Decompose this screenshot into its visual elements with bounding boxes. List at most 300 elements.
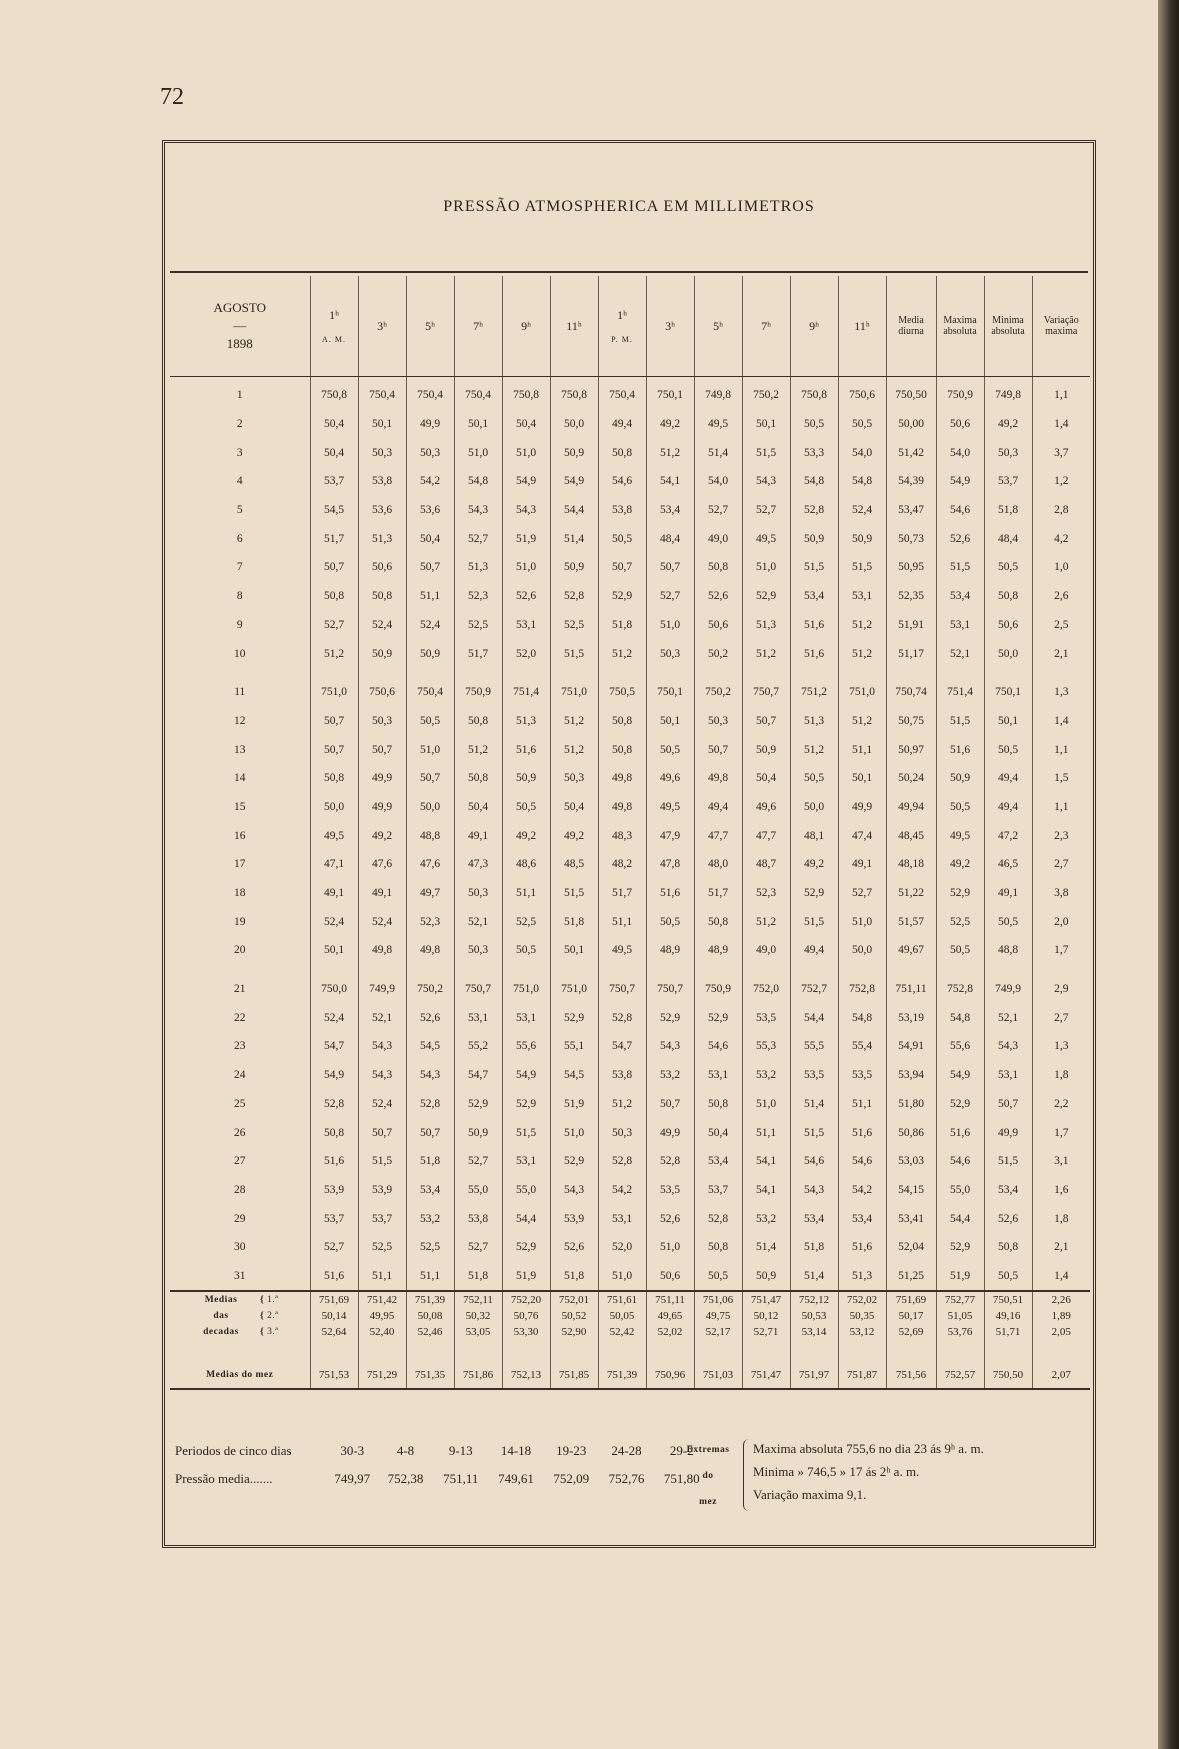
value-cell: 750,4	[358, 377, 406, 410]
value-cell: 52,9	[454, 1090, 502, 1119]
value-cell: 52,9	[790, 879, 838, 908]
value-cell: 53,7	[984, 467, 1032, 496]
header-hour: 5ʰ	[406, 276, 454, 377]
value-cell: 50,4	[310, 438, 358, 467]
value-cell: 53,8	[598, 496, 646, 525]
value-cell: 50,5	[984, 553, 1032, 582]
decade-value: 53,30	[502, 1324, 550, 1340]
value-cell: 52,5	[550, 611, 598, 640]
value-cell: 751,4	[502, 678, 550, 707]
decade-value: 752,11	[454, 1291, 502, 1308]
value-cell: 50,5	[984, 907, 1032, 936]
value-cell: 53,1	[694, 1061, 742, 1090]
value-cell: 52,1	[358, 1003, 406, 1032]
value-cell: 50,8	[694, 553, 742, 582]
gap-cell	[984, 668, 1032, 678]
value-cell: 53,5	[790, 1061, 838, 1090]
month-mean-value: 750,96	[646, 1362, 694, 1389]
decade-mean-row	[170, 1324, 1090, 1340]
pressure-value: 752,38	[387, 1471, 424, 1486]
table-row	[170, 1233, 1090, 1262]
value-cell: 50,8	[694, 907, 742, 936]
value-cell: 53,7	[310, 467, 358, 496]
value-cell: 51,80	[886, 1090, 936, 1119]
value-cell: 54,3	[550, 1176, 598, 1205]
value-cell: 48,5	[550, 850, 598, 879]
decade-value: 751,69	[310, 1291, 358, 1308]
gap-cell	[358, 668, 406, 678]
value-cell: 53,19	[886, 1003, 936, 1032]
value-cell: 47,6	[406, 850, 454, 879]
value-cell: 1,0	[1054, 561, 1069, 574]
day-cell: 9	[170, 611, 310, 640]
value-cell: 47,3	[454, 850, 502, 879]
month-mean-value: 751,56	[886, 1362, 936, 1389]
value-cell: 52,35	[886, 582, 936, 611]
value-cell: 752,8	[838, 975, 886, 1004]
value-cell: 50,6	[984, 611, 1032, 640]
pressure-value: 751,80	[663, 1471, 700, 1486]
gap-cell	[1032, 668, 1090, 678]
value-cell: 51,2	[550, 735, 598, 764]
value-cell: 50,8	[310, 582, 358, 611]
gap-cell	[936, 668, 984, 678]
value-cell: 53,4	[406, 1176, 454, 1205]
value-cell: 51,1	[742, 1118, 790, 1147]
decade-value: 50,53	[790, 1308, 838, 1324]
value-cell: 50,8	[694, 1233, 742, 1262]
header-hour: 5ʰ	[694, 276, 742, 377]
gap-cell	[310, 965, 358, 975]
value-cell: 54,6	[598, 467, 646, 496]
value-cell: 51,5	[838, 553, 886, 582]
value-cell: 50,5	[936, 793, 984, 822]
header-month-year	[170, 276, 310, 377]
extremes-brace	[743, 1439, 750, 1511]
value-cell: 53,4	[790, 1204, 838, 1233]
gap-cell	[936, 1340, 984, 1362]
value-cell: 49,67	[886, 936, 936, 965]
value-cell: 51,0	[646, 1233, 694, 1262]
value-cell: 49,5	[742, 524, 790, 553]
value-cell: 54,0	[936, 438, 984, 467]
value-cell: 52,5	[454, 611, 502, 640]
day-cell: 19	[170, 907, 310, 936]
value-cell: 54,6	[936, 1147, 984, 1176]
value-cell: 52,7	[742, 496, 790, 525]
day-cell: 23	[170, 1032, 310, 1061]
value-cell: 50,9	[790, 524, 838, 553]
value-cell: 50,0	[310, 793, 358, 822]
value-cell: 49,8	[406, 936, 454, 965]
value-cell: 54,0	[838, 438, 886, 467]
value-cell: 50,3	[358, 438, 406, 467]
value-cell: 52,0	[502, 639, 550, 668]
value-cell: 54,6	[694, 1032, 742, 1061]
decade-value: 52,40	[358, 1324, 406, 1340]
gap-cell	[886, 965, 936, 975]
value-cell: 50,9	[454, 1118, 502, 1147]
value-cell: 51,5	[790, 907, 838, 936]
gap-cell	[550, 965, 598, 975]
value-cell: 54,8	[454, 467, 502, 496]
value-cell: 47,8	[646, 850, 694, 879]
value-cell: 54,2	[838, 1176, 886, 1205]
decade-value: 52,42	[598, 1324, 646, 1340]
day-cell: 21	[170, 975, 310, 1004]
footer	[175, 1443, 1085, 1543]
value-cell: 53,8	[454, 1204, 502, 1233]
value-cell: 3,7	[1054, 446, 1069, 459]
decade-value: 50,05	[598, 1308, 646, 1324]
value-cell: 47,4	[838, 821, 886, 850]
table-row	[170, 467, 1090, 496]
value-cell: 50,5	[502, 793, 550, 822]
value-cell: 55,4	[838, 1032, 886, 1061]
value-cell: 51,5	[936, 553, 984, 582]
decade-value: 752,02	[838, 1291, 886, 1308]
value-cell: 750,4	[406, 678, 454, 707]
value-cell: 52,8	[550, 582, 598, 611]
value-cell: 49,5	[598, 936, 646, 965]
day-cell: 4	[170, 467, 310, 496]
value-cell: 50,1	[646, 707, 694, 736]
decade-value: 52,69	[886, 1324, 936, 1340]
value-cell: 51,5	[550, 879, 598, 908]
value-cell: 53,4	[936, 582, 984, 611]
value-cell: 750,74	[886, 678, 936, 707]
value-cell: 49,2	[936, 850, 984, 879]
table-row	[170, 678, 1090, 707]
value-cell: 48,4	[984, 524, 1032, 553]
value-cell: 50,5	[406, 707, 454, 736]
table-row	[170, 524, 1090, 553]
value-cell: 50,3	[694, 707, 742, 736]
gap-cell	[984, 1340, 1032, 1362]
decade-value: 751,11	[646, 1291, 694, 1308]
decade-ordinal: 1.ª	[267, 1295, 279, 1306]
value-cell: 50,4	[310, 410, 358, 439]
value-cell: 54,2	[406, 467, 454, 496]
value-cell: 51,0	[550, 1118, 598, 1147]
value-cell: 2,1	[1054, 1241, 1069, 1254]
day-cell: 28	[170, 1176, 310, 1205]
value-cell: 750,4	[598, 377, 646, 410]
value-cell: 52,7	[838, 879, 886, 908]
decade-mean-row	[170, 1291, 1090, 1308]
table-row	[170, 907, 1090, 936]
day-cell: 22	[170, 1003, 310, 1032]
value-cell: 749,9	[358, 975, 406, 1004]
gap-cell	[790, 668, 838, 678]
value-cell: 50,9	[358, 639, 406, 668]
value-cell: 49,9	[358, 764, 406, 793]
value-cell: 50,7	[310, 553, 358, 582]
value-cell: 49,5	[936, 821, 984, 850]
value-cell: 50,7	[406, 764, 454, 793]
value-cell: 52,6	[406, 1003, 454, 1032]
value-cell: 1,1	[1054, 743, 1069, 756]
value-cell: 751,0	[550, 975, 598, 1004]
value-cell: 52,9	[742, 582, 790, 611]
value-cell: 54,1	[742, 1176, 790, 1205]
value-cell: 53,6	[406, 496, 454, 525]
header-minima: Minima absoluta	[984, 276, 1032, 377]
gap-cell	[406, 668, 454, 678]
gap-cell	[310, 668, 358, 678]
value-cell: 50,3	[454, 936, 502, 965]
value-cell: 51,4	[790, 1262, 838, 1292]
value-cell: 2,8	[1054, 504, 1069, 517]
value-cell: 55,6	[502, 1032, 550, 1061]
gap-cell	[170, 668, 310, 678]
value-cell: 53,1	[502, 611, 550, 640]
value-cell: 52,4	[310, 1003, 358, 1032]
table-row	[170, 438, 1090, 467]
value-cell: 52,7	[694, 496, 742, 525]
value-cell: 49,4	[984, 764, 1032, 793]
gap-cell	[454, 1340, 502, 1362]
book-spine	[1158, 0, 1179, 1749]
day-cell: 8	[170, 582, 310, 611]
decade-value: 751,61	[598, 1291, 646, 1308]
value-cell: 51,0	[454, 438, 502, 467]
value-cell: 49,0	[694, 524, 742, 553]
value-cell: 51,5	[550, 639, 598, 668]
value-cell: 50,8	[454, 707, 502, 736]
value-cell: 750,1	[646, 377, 694, 410]
decade-value: 752,77	[936, 1291, 984, 1308]
value-cell: 52,6	[694, 582, 742, 611]
gap-cell	[502, 965, 550, 975]
value-cell: 51,9	[502, 524, 550, 553]
gap-cell	[454, 965, 502, 975]
pressure-row	[175, 1471, 708, 1487]
value-cell: 52,5	[358, 1233, 406, 1262]
value-cell: 54,9	[502, 467, 550, 496]
value-cell: 53,2	[742, 1204, 790, 1233]
value-cell: 54,4	[790, 1003, 838, 1032]
value-cell: 750,5	[598, 678, 646, 707]
day-cell: 10	[170, 639, 310, 668]
value-cell: 50,8	[984, 1233, 1032, 1262]
value-cell: 1,7	[1054, 1126, 1069, 1139]
value-cell: 50,0	[790, 793, 838, 822]
value-cell: 49,9	[984, 1118, 1032, 1147]
value-cell: 52,1	[984, 1003, 1032, 1032]
table-row	[170, 377, 1090, 410]
value-cell: 752,8	[936, 975, 984, 1004]
value-cell: 750,6	[838, 377, 886, 410]
value-cell: 48,1	[790, 821, 838, 850]
value-cell: 51,1	[838, 1090, 886, 1119]
value-cell: 50,3	[646, 639, 694, 668]
table-row	[170, 410, 1090, 439]
value-cell: 51,2	[742, 907, 790, 936]
gap-cell	[886, 1340, 936, 1362]
value-cell: 52,4	[358, 907, 406, 936]
day-cell: 24	[170, 1061, 310, 1090]
decade-value: 52,64	[310, 1324, 358, 1340]
value-cell: 52,8	[646, 1147, 694, 1176]
value-cell: 50,2	[694, 639, 742, 668]
decade-value: 751,06	[694, 1291, 742, 1308]
decade-value: 751,47	[742, 1291, 790, 1308]
table-frame	[162, 140, 1096, 1548]
value-cell: 54,2	[598, 1176, 646, 1205]
gap-cell	[598, 965, 646, 975]
value-cell: 50,5	[984, 1262, 1032, 1292]
value-cell: 55,1	[550, 1032, 598, 1061]
decade-value: 50,52	[550, 1308, 598, 1324]
value-cell: 51,7	[454, 639, 502, 668]
table-row	[170, 1090, 1090, 1119]
value-cell: 50,6	[646, 1262, 694, 1292]
gap-cell	[838, 1340, 886, 1362]
value-cell: 49,2	[502, 821, 550, 850]
gap-cell	[838, 965, 886, 975]
value-cell: 2,3	[1054, 829, 1069, 842]
value-cell: 2,2	[1054, 1097, 1069, 1110]
value-cell: 750,8	[502, 377, 550, 410]
table-row	[170, 850, 1090, 879]
gap-cell	[936, 965, 984, 975]
month-mean-value: 752,57	[936, 1362, 984, 1389]
value-cell: 54,39	[886, 467, 936, 496]
value-cell: 51,0	[646, 611, 694, 640]
value-cell: 52,7	[310, 611, 358, 640]
value-cell: 50,8	[358, 582, 406, 611]
month-mean-value: 752,13	[502, 1362, 550, 1389]
header-maxima: Maxima absoluta	[936, 276, 984, 377]
value-cell: 50,5	[984, 735, 1032, 764]
period-value: 24-28	[611, 1443, 642, 1458]
value-cell: 1,1	[1054, 800, 1069, 813]
table-row	[170, 793, 1090, 822]
table-row	[170, 553, 1090, 582]
extreme-min: Minima » 746,5 » 17 ás 2ʰ a. m.	[753, 1464, 920, 1479]
value-cell: 52,7	[454, 524, 502, 553]
value-cell: 1,3	[1054, 1040, 1069, 1053]
value-cell: 51,5	[936, 707, 984, 736]
value-cell: 1,7	[1054, 944, 1069, 957]
value-cell: 51,2	[838, 611, 886, 640]
value-cell: 49,7	[406, 879, 454, 908]
value-cell: 48,8	[406, 821, 454, 850]
value-cell: 1,8	[1054, 1069, 1069, 1082]
value-cell: 51,8	[550, 907, 598, 936]
value-cell: 52,6	[502, 582, 550, 611]
value-cell: 52,5	[502, 907, 550, 936]
value-cell: 51,8	[984, 496, 1032, 525]
value-cell: 51,5	[358, 1147, 406, 1176]
value-cell: 51,6	[790, 611, 838, 640]
value-cell: 54,4	[502, 1204, 550, 1233]
period-value: 14-18	[500, 1443, 532, 1458]
gap-cell	[502, 668, 550, 678]
value-cell: 50,5	[694, 1262, 742, 1292]
value-cell: 53,7	[358, 1204, 406, 1233]
value-cell: 51,7	[598, 879, 646, 908]
value-cell: 751,0	[502, 975, 550, 1004]
value-cell: 50,3	[598, 1118, 646, 1147]
value-cell: 48,3	[598, 821, 646, 850]
value-cell: 49,8	[358, 936, 406, 965]
month-mean-value: 751,53	[310, 1362, 358, 1389]
value-cell: 49,2	[646, 410, 694, 439]
value-cell: 50,1	[838, 764, 886, 793]
value-cell: 51,6	[936, 1118, 984, 1147]
header-row	[170, 276, 1090, 377]
value-cell: 49,4	[984, 793, 1032, 822]
gap-cell	[646, 668, 694, 678]
value-cell: 51,1	[598, 907, 646, 936]
value-cell: 53,8	[358, 467, 406, 496]
periods-label: Periodos de cinco dias	[175, 1443, 292, 1458]
month-mean-value: 751,87	[838, 1362, 886, 1389]
decade-gap	[170, 965, 1090, 975]
value-cell: 50,4	[502, 410, 550, 439]
value-cell: 50,7	[742, 707, 790, 736]
value-cell: 54,3	[358, 1032, 406, 1061]
value-cell: 54,7	[598, 1032, 646, 1061]
month-mean-value: 751,85	[550, 1362, 598, 1389]
table-row	[170, 582, 1090, 611]
value-cell: 52,8	[406, 1090, 454, 1119]
value-cell: 750,7	[646, 975, 694, 1004]
value-cell: 51,6	[310, 1262, 358, 1292]
value-cell: 52,4	[406, 611, 454, 640]
value-cell: 54,3	[406, 1061, 454, 1090]
value-cell: 2,0	[1054, 915, 1069, 928]
gap-cell	[406, 965, 454, 975]
value-cell: 51,3	[790, 707, 838, 736]
month-mean-value: 751,39	[598, 1362, 646, 1389]
value-cell: 54,0	[694, 467, 742, 496]
day-cell: 17	[170, 850, 310, 879]
value-cell: 52,6	[550, 1233, 598, 1262]
table-row	[170, 975, 1090, 1004]
table-row	[170, 764, 1090, 793]
value-cell: 53,7	[694, 1176, 742, 1205]
value-cell: 751,2	[790, 678, 838, 707]
period-value: 4-8	[396, 1443, 415, 1458]
value-cell: 51,6	[646, 879, 694, 908]
value-cell: 50,3	[550, 764, 598, 793]
value-cell: 750,50	[886, 377, 936, 410]
value-cell: 50,7	[358, 1118, 406, 1147]
value-cell: 50,6	[936, 410, 984, 439]
value-cell: 54,5	[310, 496, 358, 525]
value-cell: 751,0	[310, 678, 358, 707]
table-row	[170, 1003, 1090, 1032]
value-cell: 50,8	[984, 582, 1032, 611]
value-cell: 2,1	[1054, 647, 1069, 660]
decade-value: 51,71	[984, 1324, 1032, 1340]
value-cell: 1,2	[1054, 475, 1069, 488]
decade-value: 2,05	[1051, 1326, 1071, 1339]
value-cell: 50,4	[406, 524, 454, 553]
gap-cell	[358, 1340, 406, 1362]
value-cell: 51,4	[694, 438, 742, 467]
value-cell: 47,2	[984, 821, 1032, 850]
value-cell: 53,5	[742, 1003, 790, 1032]
value-cell: 750,6	[358, 678, 406, 707]
decade-mean-row	[170, 1308, 1090, 1324]
value-cell: 50,1	[984, 707, 1032, 736]
value-cell: 50,4	[454, 793, 502, 822]
day-cell: 15	[170, 793, 310, 822]
